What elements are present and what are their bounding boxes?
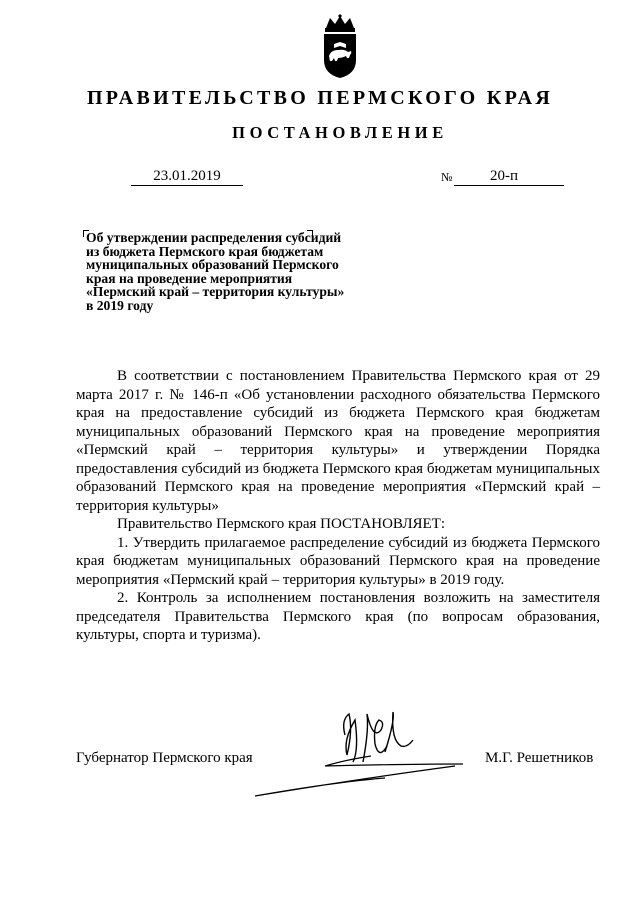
subject-line: из бюджета Пермского края бюджетам — [86, 243, 324, 259]
subject-line: «Пермский край – территория культуры» — [86, 284, 345, 300]
signatory-name: М.Г. Решетников — [485, 750, 594, 766]
signatory-position: Губернатор Пермского края — [76, 750, 253, 766]
document-subject — [86, 231, 386, 313]
org-title: ПРАВИТЕЛЬСТВО ПЕРМСКОГО КРАЯ — [86, 87, 554, 109]
number-label: № — [441, 170, 453, 184]
document-date: 23.01.2019 — [131, 168, 243, 186]
subject-line: Об утверждении распределения субсидий — [86, 230, 342, 245]
handwritten-signature — [245, 700, 465, 810]
perm-krai-coat-of-arms-icon — [318, 14, 362, 80]
subject-line: в 2019 году — [86, 297, 154, 313]
body-paragraph: 1. Утвердить прилагаемое распределение субсидий из бюджета Пермского края бюджетам муниципальных образований Пермского края на проведение мероприятия «Пермский край – территория культуры» в 2019 году. — [76, 534, 600, 588]
document-type: ПОСТАНОВЛЕНИЕ — [232, 123, 448, 142]
document-body — [76, 367, 600, 645]
body-paragraph: 2. Контроль за исполнением постановления возложить на заместителя председателя Правительства Пермского края (по вопросам образования, культуры, спорта и туризма). — [76, 590, 600, 643]
decree-clause: Правительство Пермского края ПОСТАНОВЛЯЕТ: — [117, 516, 446, 532]
subject-line: края на проведение мероприятия — [86, 270, 293, 286]
body-paragraph: В соответствии с постановлением Правительства Пермского края от 29 марта 2017 г. № 146-п «Об установлении расходного обязательства Пермского края на предоставление субсидий из бюджета Пермского края бюджетам муниципальных образований Пермского края на проведение мероприятия «Пермский край – территория культуры» и утверждении Порядка предоставления субсидий из бюджета Пермского края бюджетам муниципальных образований Пермского края на проведение мероприятия «Пермский край – территория культуры» — [76, 368, 600, 514]
subject-line: муниципальных образований Пермского — [86, 257, 339, 273]
document-number: 20-п — [454, 168, 564, 186]
